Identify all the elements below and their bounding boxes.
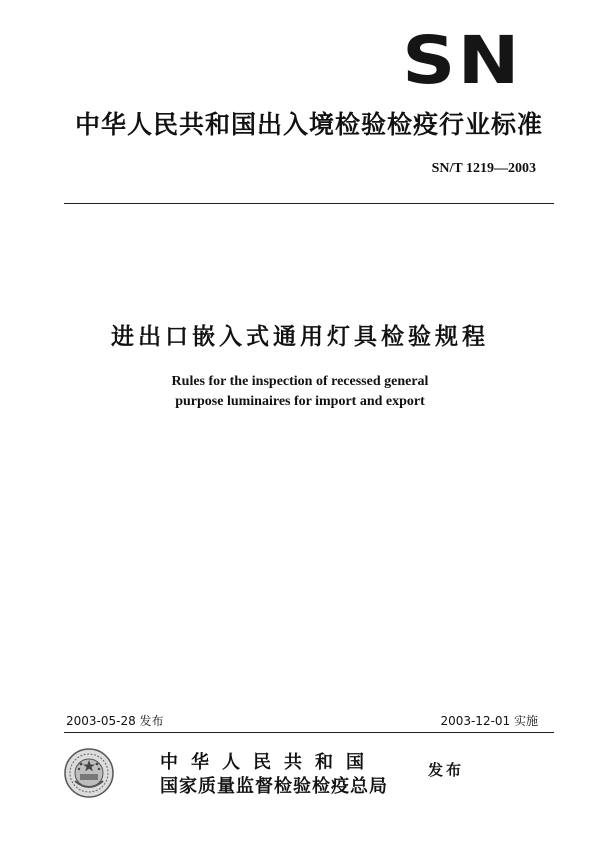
chinese-title: 进出口嵌入式通用灯具检验规程 [111, 324, 489, 350]
issuer-country: 中华人民共和国 [160, 752, 377, 773]
release-date: 2003-05-28 发布 [66, 714, 164, 728]
sn-logo: SN [402, 22, 522, 99]
bottom-divider [64, 732, 554, 733]
english-title-line-1: Rules for the inspection of recessed general [171, 374, 429, 389]
top-divider [64, 203, 554, 204]
english-title [0, 372, 600, 412]
implementation-date: 2003-12-01 实施 [440, 714, 538, 728]
industry-standard-title: 中华人民共和国出入境检验检疫行业标准 [74, 110, 543, 139]
national-emblem-seal-icon [63, 747, 115, 799]
issue-label: 发布 [428, 761, 465, 779]
issuer-agency: 国家质量监督检验检疫总局 [160, 776, 388, 797]
english-title-line-2: purpose luminaires for import and export [175, 394, 425, 409]
standard-code: SN/T 1219—2003 [431, 161, 536, 176]
